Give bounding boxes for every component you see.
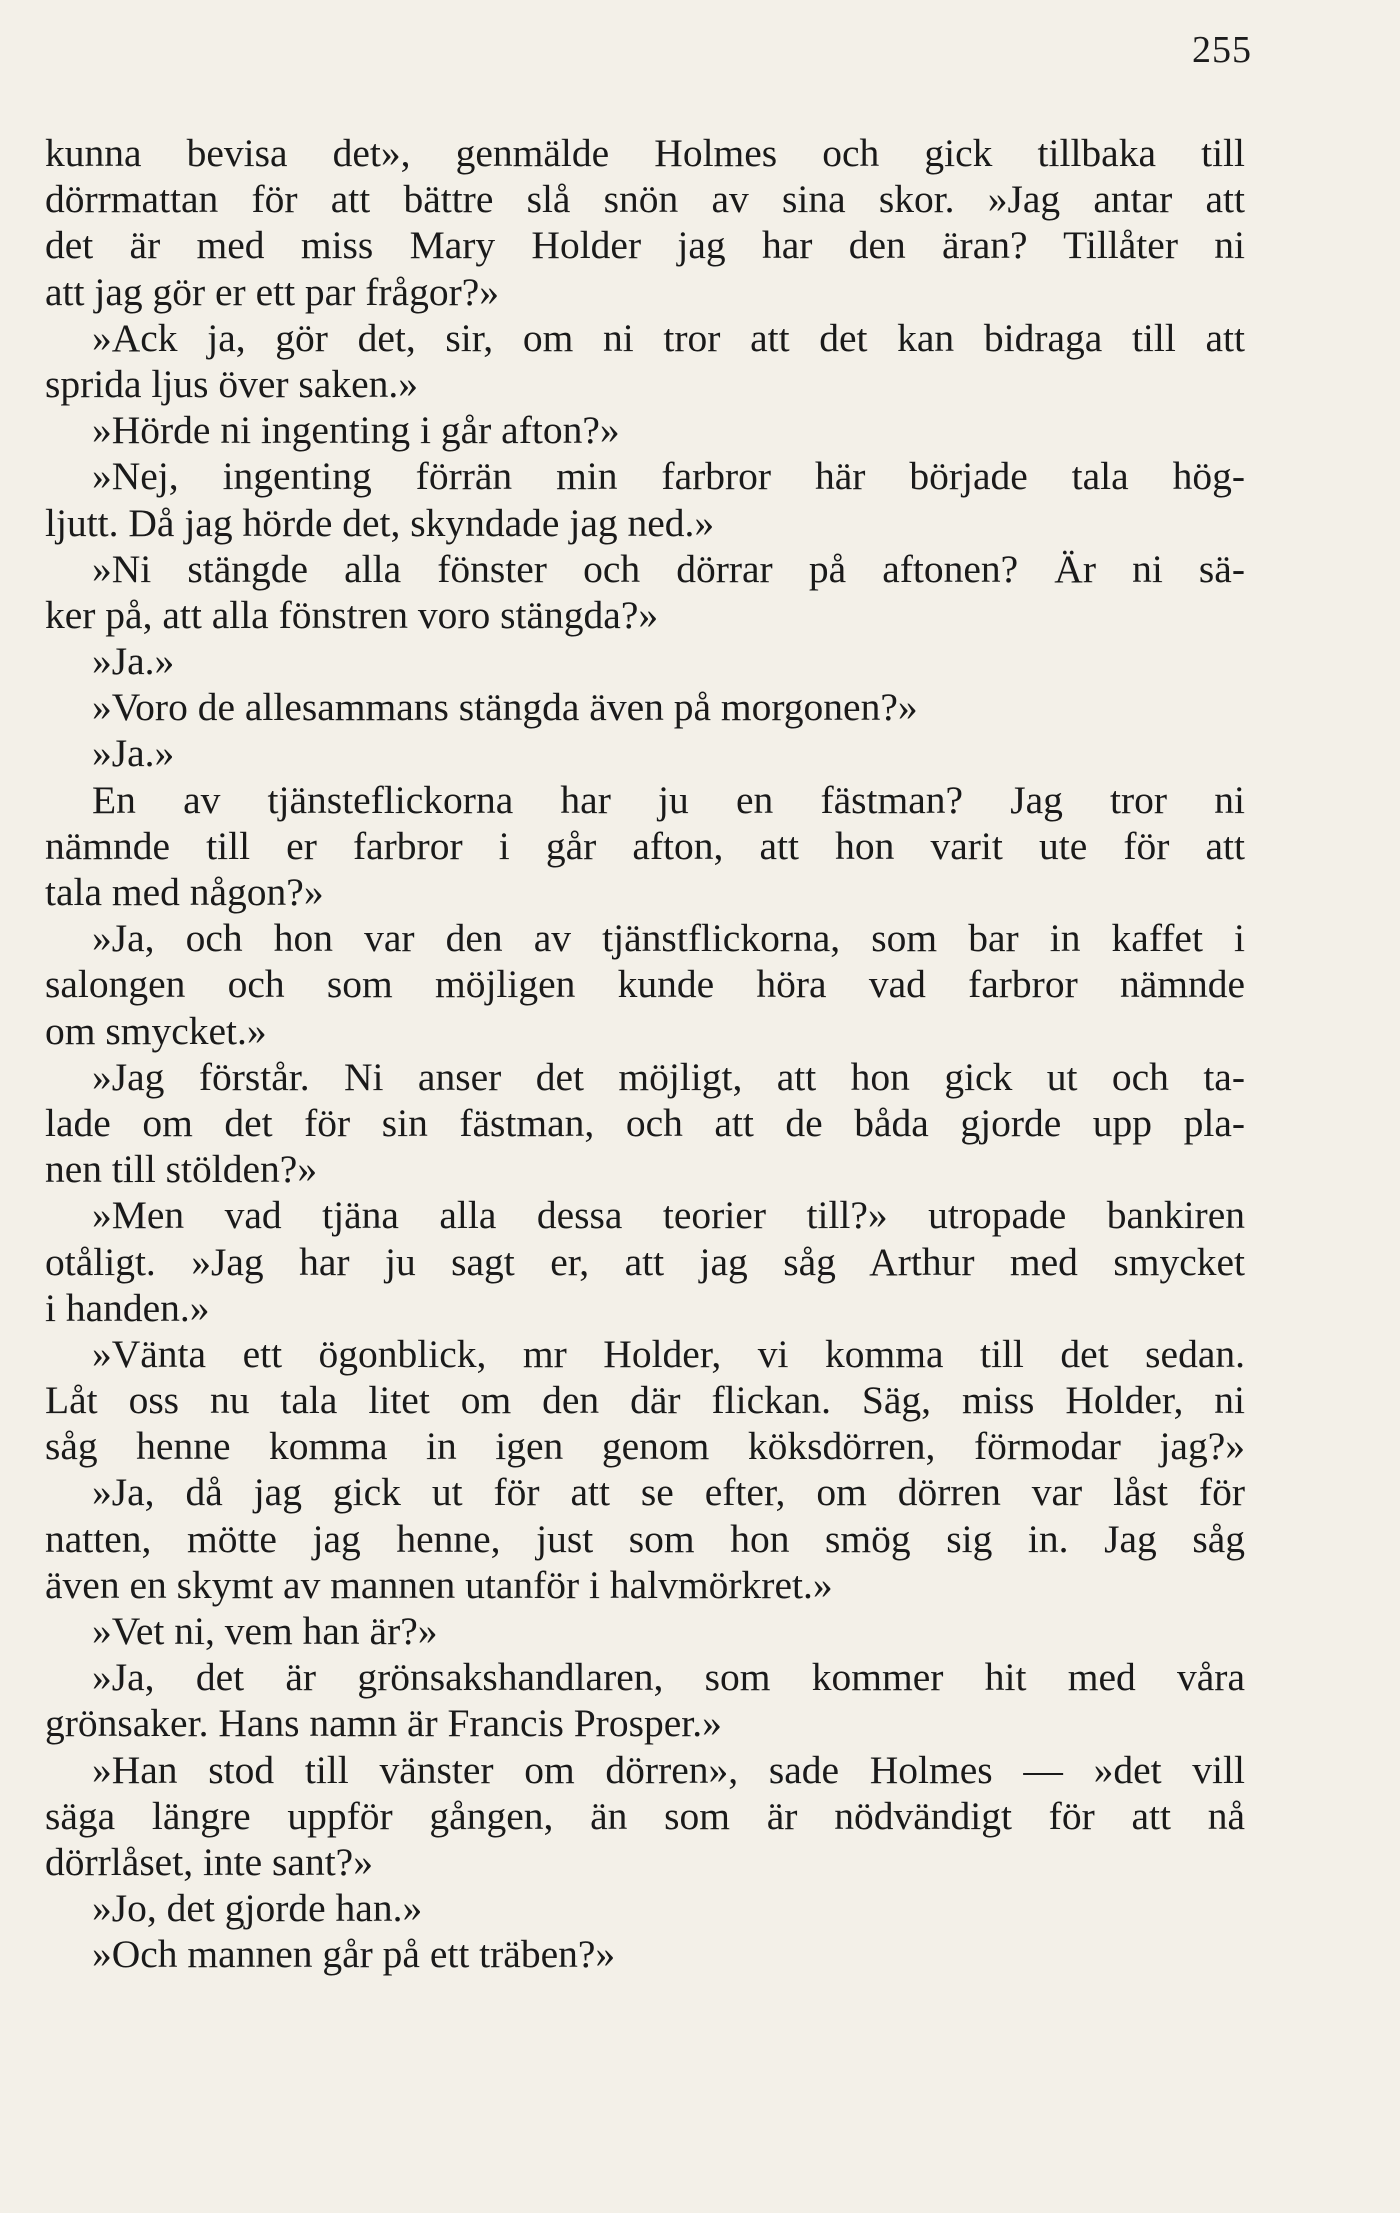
text-line: lade om det för sin fästman, och att de båda gjorde upp pla- (45, 1100, 1245, 1145)
text-line: att jag gör er ett par frågor?» (45, 269, 500, 314)
text-line: det är med miss Mary Holder jag har den äran? Tillåter ni (45, 223, 1245, 268)
text-line: i handen.» (45, 1285, 210, 1330)
text-line: »Och mannen går på ett träben?» (92, 1932, 616, 1977)
text-line: dörrlåset, inte sant?» (45, 1839, 373, 1884)
text-line: även en skymt av mannen utanför i halvmörkret.» (45, 1562, 833, 1607)
page-number: 255 (1192, 29, 1252, 71)
text-line: ljutt. Då jag hörde det, skyndade jag ned.» (45, 500, 715, 545)
text-line: tala med någon?» (45, 870, 324, 914)
text-line: »Ja, då jag gick ut för att se efter, om dörren var låst för (92, 1470, 1245, 1515)
text-line: »Ja, och hon var den av tjänstflickorna, som bar in kaffet i (92, 916, 1245, 961)
text-line: »Ni stängde alla fönster och dörrar på aftonen? Är ni sä- (92, 546, 1245, 591)
text-line: såg henne komma in igen genom köksdörren, förmodar jag?» (45, 1424, 1245, 1469)
text-line: Låt oss nu tala litet om den där flickan. Säg, miss Holder, ni (45, 1378, 1245, 1423)
text-line: nen till stölden?» (45, 1147, 318, 1192)
text-line: säga längre uppför gången, än som är nödvändigt för att nå (45, 1793, 1245, 1838)
text-line: »Voro de allesammans stängda även på morgonen?» (92, 685, 918, 730)
text-line: »Jag förstår. Ni anser det möjligt, att hon gick ut och ta- (92, 1054, 1245, 1099)
text-line: otåligt. »Jag har ju sagt er, att jag såg Arthur med smycket (45, 1239, 1245, 1284)
text-line: sprida ljus över saken.» (45, 361, 418, 406)
page-text (45, 130, 1245, 1978)
text-line: »Hörde ni ingenting i går afton?» (92, 408, 620, 453)
text-line: »Vet ni, vem han är?» (92, 1609, 438, 1653)
text-line: kunna bevisa det», genmälde Holmes och gick tillbaka till (45, 131, 1245, 175)
text-line: om smycket.» (45, 1008, 267, 1053)
text-line: »Ja, det är grönsakshandlaren, som kommer hit med våra (92, 1655, 1245, 1700)
text-line: »Ja.» (92, 639, 175, 684)
text-line: »Ack ja, gör det, sir, om ni tror att det kan bidraga till att (92, 315, 1245, 360)
text-line: »Men vad tjäna alla dessa teorier till?» utropade bankiren (92, 1193, 1245, 1238)
text-line: En av tjänsteflickorna har ju en fästman? Jag tror ni (92, 777, 1245, 822)
text-line: dörrmattan för att bättre slå snön av sina skor. »Jag antar att (45, 177, 1245, 222)
text-line: ker på, att alla fönstren voro stängda?» (45, 592, 659, 637)
text-line: »Nej, ingenting förrän min farbror här började tala hög- (92, 454, 1245, 499)
text-line: »Ja.» (92, 731, 175, 776)
text-line: nämnde till er farbror i går afton, att hon varit ute för att (45, 823, 1245, 868)
text-line: »Jo, det gjorde han.» (92, 1886, 423, 1931)
text-line: »Han stod till vänster om dörren», sade Holmes — »det vill (92, 1747, 1245, 1792)
text-line: grönsaker. Hans namn är Francis Prosper.» (45, 1701, 722, 1746)
text-line: »Vänta ett ögonblick, mr Holder, vi komma till det sedan. (92, 1331, 1245, 1376)
text-line: salongen och som möjligen kunde höra vad farbror nämnde (45, 962, 1245, 1007)
text-line: natten, mötte jag henne, just som hon smög sig in. Jag såg (45, 1516, 1245, 1561)
